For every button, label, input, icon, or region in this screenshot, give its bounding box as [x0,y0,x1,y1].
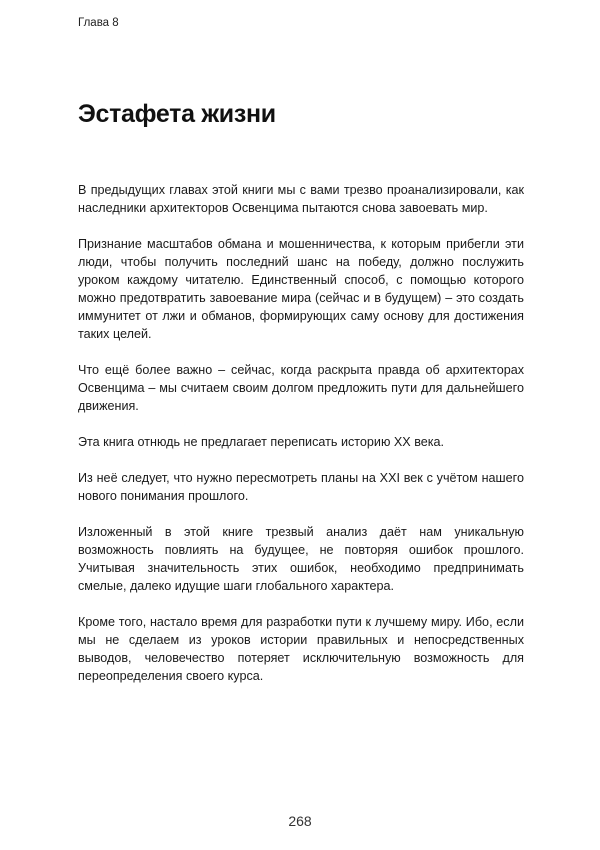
body-text [78,181,524,703]
paragraph: Что ещё более важно – сейчас, когда раскрыта правда об архитекторах Освенцима – мы считаем своим долгом предложить пути для дальнейшего движения. [78,363,524,413]
running-header: Глава 8 [78,17,119,29]
chapter-title: Эстафета жизни [78,100,276,128]
paragraph: Эта книга отнюдь не предлагает переписать историю XX века. [78,435,445,449]
paragraph: Признание масштабов обмана и мошенничества, к которым прибегли эти люди, чтобы получить последний шанс на победу, должно послужить уроком каждому читателю. Единственный способ, с помощью которого можно предотвратить завоевание мира (сейчас и в будущем) – это создать иммунитет от лжи и обманов, формирующих саму основу для достижения таких целей. [78,237,524,341]
paragraph: Из неё следует, что нужно пересмотреть планы на XXI век с учётом нашего нового понимания прошлого. [78,471,524,503]
paragraph: Изложенный в этой книге трезвый анализ даёт нам уникальную возможность повлиять на будущее, не повторяя ошибок прошлого. Учитывая значительность этих ошибок, необходимо предпринимать смелые, далеко идущие шаги глобального характера. [78,525,524,593]
paragraph: В предыдущих главах этой книги мы с вами трезво проанализировали, как наследники архитекторов Освенцима пытаются снова завоевать мир. [78,183,524,215]
paragraph: Кроме того, настало время для разработки пути к лучшему миру. Ибо, если мы не сделаем из уроков истории правильных и непосредственных выводов, человечество потеряет исключительную возможность для переопределения своего курса. [78,615,524,683]
page-number: 268 [288,813,312,829]
